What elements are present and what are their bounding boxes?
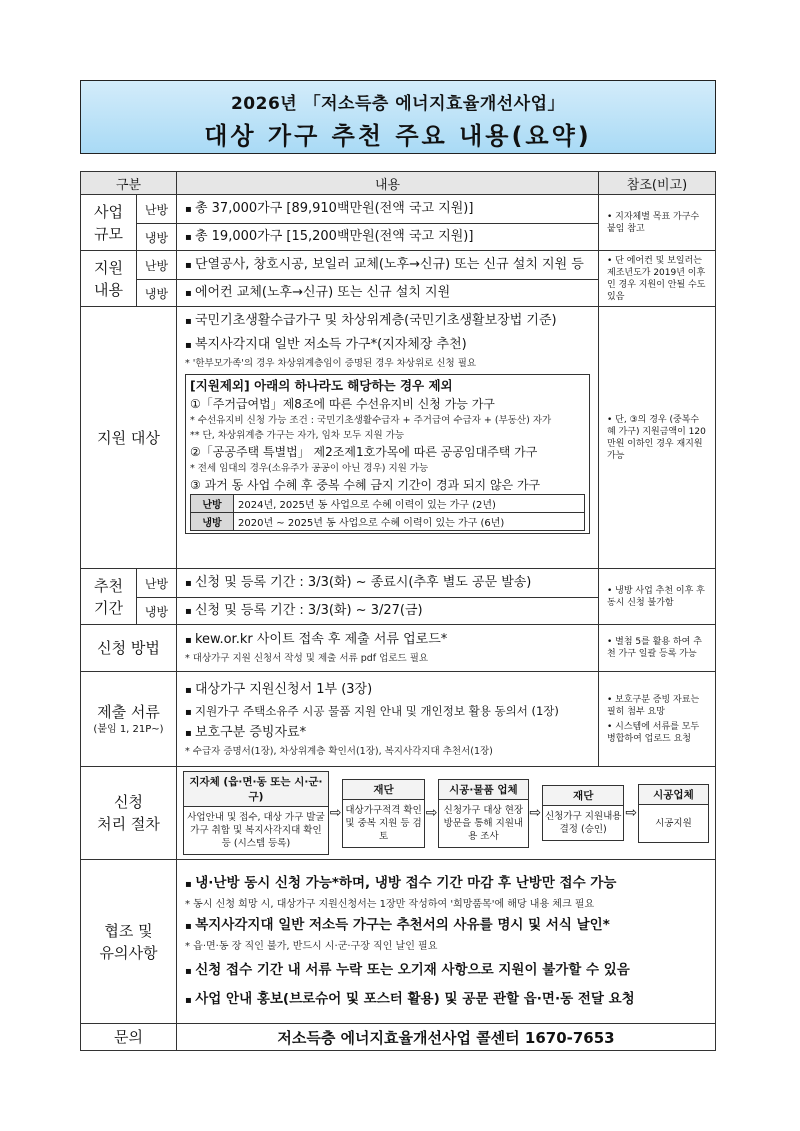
process-flow xyxy=(177,767,715,859)
process-step-3 xyxy=(438,779,528,848)
arrow-right-icon: ⇨ xyxy=(329,805,342,821)
process-step-2 xyxy=(342,779,425,848)
scale-ref: • 지자체별 목표 가구수 붙임 참고 xyxy=(599,195,716,251)
process-step-5-body: 시공지원 xyxy=(655,817,692,829)
arrow-right-icon: ⇨ xyxy=(625,805,638,821)
contact-text: 저소득층 에너지효율개선사업 콜센터 1670-7653 xyxy=(177,1024,716,1051)
docs-label: 제출 서류 xyxy=(97,703,160,721)
notes-label: 협조 및 유의사항 xyxy=(81,860,177,1024)
period-row-cooling-text: 2020년 ~ 2025년 동 사업으로 수혜 이력이 있는 가구 (6년) xyxy=(234,513,585,531)
notes-note-2: * 읍·면·동 장 직인 불가, 반드시 시·군·구장 직인 날인 필요 xyxy=(185,940,438,952)
docs-ref-2: • 시스템에 서류를 모두 병합하여 업로드 요청 xyxy=(607,721,700,744)
exclusion-box xyxy=(185,374,590,534)
period-row-heating-label: 난방 xyxy=(191,495,234,513)
process-step-2-body: 대상가구적격 확인 및 중복 지원 등 검토 xyxy=(345,804,422,842)
process-step-2-head: 재단 xyxy=(343,780,424,800)
recommend-cooling-text: ▪ 신청 및 등록 기간 : 3/3(화) ~ 3/27(금) xyxy=(185,601,590,622)
method-ref: • 별첨 5를 활용 하여 추천 가구 일괄 등록 가능 xyxy=(599,625,716,672)
arrow-right-icon: ⇨ xyxy=(425,805,438,821)
support-cooling-text: ▪ 에어컨 교체(노후→신규) 또는 신규 설치 지원 xyxy=(185,283,590,304)
exclusion-1-note-2: ** 단, 차상위계층 가구는 자가, 임차 모두 지원 가능 xyxy=(190,430,405,441)
method-bullet-1: ▪ kew.or.kr 사이트 접속 후 제출 서류 업로드* xyxy=(185,630,590,651)
recommend-heating-sub: 난방 xyxy=(137,569,177,598)
exclusion-2-note: * 전세 임대의 경우(소유주가 공공이 아닌 경우) 지원 가능 xyxy=(190,463,429,474)
docs-label-sub: (붙임 1, 21P~) xyxy=(93,724,164,735)
scale-cooling-text: ▪ 총 19,000가구 [15,200백만원(전액 국고 지원)] xyxy=(185,227,590,248)
support-heating-text: ▪ 단열공사, 창호시공, 보일러 교체(노후→신규) 또는 신규 설치 지원 등 xyxy=(185,255,590,276)
support-cooling-sub: 냉방 xyxy=(137,280,177,307)
docs-bullet-2: ▪ 지원가구 주택소유주 시공 물품 지원 안내 및 개인정보 활용 동의서 (1장) xyxy=(185,701,590,723)
docs-ref-1: • 보호구분 증빙 자료는 필히 첨부 요망 xyxy=(607,694,700,717)
exclusion-1: ①「주거급여법」제8조에 따른 수선유지비 신청 가능 가구 xyxy=(190,397,495,411)
method-note-1: * 대상가구 지원 신청서 작성 및 제출 서류 pdf 업로드 필요 xyxy=(185,653,429,664)
target-note-1: * '한부모가족'의 경우 차상위계층임이 증명된 경우 차상위로 신청 필요 xyxy=(185,358,477,369)
notes-bullet-3: ▪ 신청 접수 기간 내 서류 누락 또는 오기재 사항으로 지원이 불가할 수 있음 xyxy=(185,959,707,983)
process-label: 신청 처리 절차 xyxy=(81,767,177,860)
header-category: 구분 xyxy=(81,172,177,195)
header-content: 내용 xyxy=(177,172,599,195)
recommend-heating-text: ▪ 신청 및 등록 기간 : 3/3(화) ~ 종료시(추후 별도 공문 발송) xyxy=(185,573,590,594)
arrow-right-icon: ⇨ xyxy=(529,805,542,821)
process-step-1-body: 사업안내 및 접수, 대상 가구 발굴 가구 취합 및 복지사각지대 확인 등 (시스템 등록) xyxy=(187,812,325,849)
support-heating-sub: 난방 xyxy=(137,251,177,280)
exclusion-3: ③ 과거 동 사업 수혜 후 중복 수혜 금지 기간이 경과 되지 않은 가구 xyxy=(190,478,541,492)
docs-bullet-1: ▪ 대상가구 지원신청서 1부 (3장) xyxy=(185,680,590,701)
exclusion-heading: [지원제외] 아래의 하나라도 해당하는 경우 제외 xyxy=(190,378,453,393)
exclusion-1-note-1: * 수선유지비 신청 가능 조건 : 국민기초생활수급자 + 주거급여 수급자 + (부동산) 자가 xyxy=(190,415,552,426)
exclusion-2: ②「공공주택 특별법」 제2조제1호가목에 따른 공공임대주택 가구 xyxy=(190,445,538,459)
scale-heating-sub: 난방 xyxy=(137,195,177,224)
notes-bullet-2: ▪ 복지사각지대 일반 저소득 가구는 추천서의 사유를 명시 및 서식 날인* xyxy=(185,914,707,938)
contact-label: 문의 xyxy=(81,1024,177,1051)
process-step-3-body: 신청가구 대상 현장방문을 통해 지원내용 조사 xyxy=(443,804,524,842)
method-label: 신청 방법 xyxy=(81,625,177,672)
target-ref: • 단, ③의 경우 (중복수혜 가구) 지원금액이 120만원 이하인 경우 재지원 가능 xyxy=(599,307,716,569)
title-line2: 대상 가구 추천 주요 내용(요약) xyxy=(204,122,592,150)
scale-cooling-sub: 냉방 xyxy=(137,224,177,251)
title-box xyxy=(80,80,716,154)
recommend-label: 추천 기간 xyxy=(81,569,137,625)
process-step-5-head: 시공업체 xyxy=(639,785,708,805)
process-step-1 xyxy=(183,771,329,855)
recommend-ref: • 냉방 사업 추천 이후 후 동시 신청 불가함 xyxy=(599,569,716,625)
process-step-5 xyxy=(638,784,709,843)
exclusion-period-table xyxy=(190,494,585,531)
docs-bullet-3: ▪ 보호구분 증빙자료* xyxy=(185,723,590,744)
docs-note-1: * 수급자 증명서(1장), 차상위계층 확인서(1장), 복지사각지대 추천서(1장) xyxy=(185,745,493,757)
title-line1: 2026년 「저소득층 에너지효율개선사업」 xyxy=(230,94,566,114)
process-step-4-body: 신청가구 지원내용 결정 (승인) xyxy=(544,811,622,835)
target-bullet-1: ▪ 국민기초생활수급가구 및 차상위계층(국민기초생활보장법 기준) xyxy=(185,311,590,332)
process-step-4-head: 재단 xyxy=(543,786,624,806)
support-label: 지원 내용 xyxy=(81,251,137,307)
target-label: 지원 대상 xyxy=(81,307,177,569)
recommend-cooling-sub: 냉방 xyxy=(137,598,177,625)
header-reference: 참조(비고) xyxy=(599,172,716,195)
process-step-4 xyxy=(542,785,625,841)
process-step-1-head: 지자체 (읍·면·동 또는 시·군·구) xyxy=(184,772,328,807)
notes-note-1: * 동시 신청 희망 시, 대상가구 지원신청서는 1장만 작성하여 '희망품목'에 해당 내용 체크 필요 xyxy=(185,898,595,910)
period-row-heating-text: 2024년, 2025년 동 사업으로 수혜 이력이 있는 가구 (2년) xyxy=(234,495,585,513)
scale-label: 사업 규모 xyxy=(81,195,137,251)
notes-bullet-4: ▪ 사업 안내 홍보(브로슈어 및 포스터 활용) 및 공문 관할 읍·면·동 전달 요청 xyxy=(185,988,707,1012)
process-step-3-head: 시공·물품 업체 xyxy=(439,780,527,800)
summary-table xyxy=(80,171,716,1051)
notes-bullet-1: ▪ 냉·난방 동시 신청 가능*하며, 냉방 접수 기간 마감 후 난방만 접수 가능 xyxy=(185,872,707,896)
target-bullet-2: ▪ 복지사각지대 일반 저소득 가구*(지자체장 추천) xyxy=(185,335,590,356)
period-row-cooling-label: 냉방 xyxy=(191,513,234,531)
support-ref: • 단 에어컨 및 보일러는 제조년도가 2019년 이후인 경우 지원이 안될 수도 있음 xyxy=(599,251,716,307)
scale-heating-text: ▪ 총 37,000가구 [89,910백만원(전액 국고 지원)] xyxy=(185,199,590,220)
